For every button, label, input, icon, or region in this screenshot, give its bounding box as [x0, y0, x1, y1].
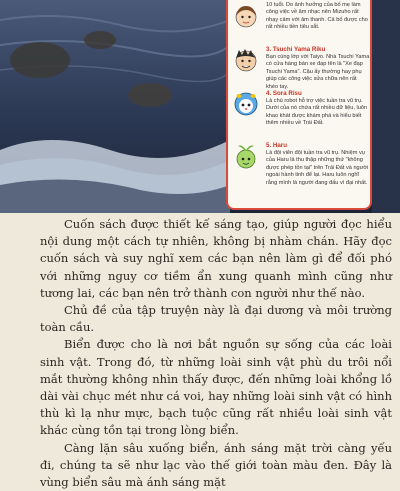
- character-description: Là chú robot hỗ trợ việc tuần tra vũ trụ. Dưới của nó chứa rất nhiều dữ liệu, luôn khao khát được khám phá và hiểu biết thêm nhiều về Trái Đất.: [266, 98, 368, 127]
- haru-avatar-icon: [232, 142, 260, 170]
- mizuho-avatar-icon: [232, 2, 260, 30]
- character-description: Bạn cùng lớp với Taiyo. Nhà Tsuchi Yama có cửa hàng bán xe đạp tên là "Xe đạp Tsuchi Yama". Cậu ấy thường hay phụ giúp các công việc sửa chữa nên rất khéo tay.: [266, 54, 370, 90]
- character-panel: [226, 0, 372, 210]
- character-description: Là đội viên đội tuần tra vũ trụ. Nhiệm vụ của Haru là thu thập những thứ "không được phép tồn tại" trên Trái Đất và người ngoài hành tinh để lại. Haru luôn nghĩ rằng mình là người đang đấu vì đại nhất.: [266, 150, 369, 186]
- character-name: 4. Sora Risu: [266, 90, 302, 97]
- paragraph: Cuốn sách được thiết kế sáng tạo, giúp người đọc hiểu nội dung một cách tự nhiên, không bị nhàm chán. Hãy đọc cuốn sách và suy nghĩ xem các bạn nên làm gì để đối phó với những nguy cơ tiềm ẩn xung quanh mình cũng như tương lai, các bạn nên trở thành con người như thế nào.: [40, 217, 392, 300]
- body-text: [40, 216, 392, 491]
- paragraph: Càng lặn sâu xuống biển, ánh sáng mặt trời càng yếu đi, chúng ta sẽ như lạc vào thế giới toàn màu đen. Đây là vùng biển sâu mà ánh sáng mặt: [40, 440, 392, 490]
- character-name: 5. Haru: [266, 142, 287, 149]
- paragraph: Chủ đề của tập truyện này là đại dương và môi trường toàn cầu.: [40, 303, 392, 335]
- sora-robot-avatar-icon: [232, 90, 260, 118]
- character-description: 10 tuổi. Do ảnh hưởng của bố mẹ làm công việc về âm nhạc nên Mizuho rất nhạy cảm với âm thanh. Cả bố được cho rất nhiều tiền tiêu sắt.: [266, 2, 368, 31]
- riku-avatar-icon: [232, 46, 260, 74]
- character-name: 3. Tsuchi Yama Riku: [266, 46, 326, 53]
- paragraph: Biển được cho là nơi bắt nguồn sự sống của các loài sinh vật. Trong đó, từ những loài sinh vật phù du trôi nổi mắt thường không nhìn thấy được, đến những loài khổng lồ dài vài chục mét như cá voi, hay những loài sinh vật có hình thù kì lạ như mực, bạch tuộc cũng rất nhiều loài sinh vật khác cùng tồn tại trong lòng biển.: [40, 337, 392, 438]
